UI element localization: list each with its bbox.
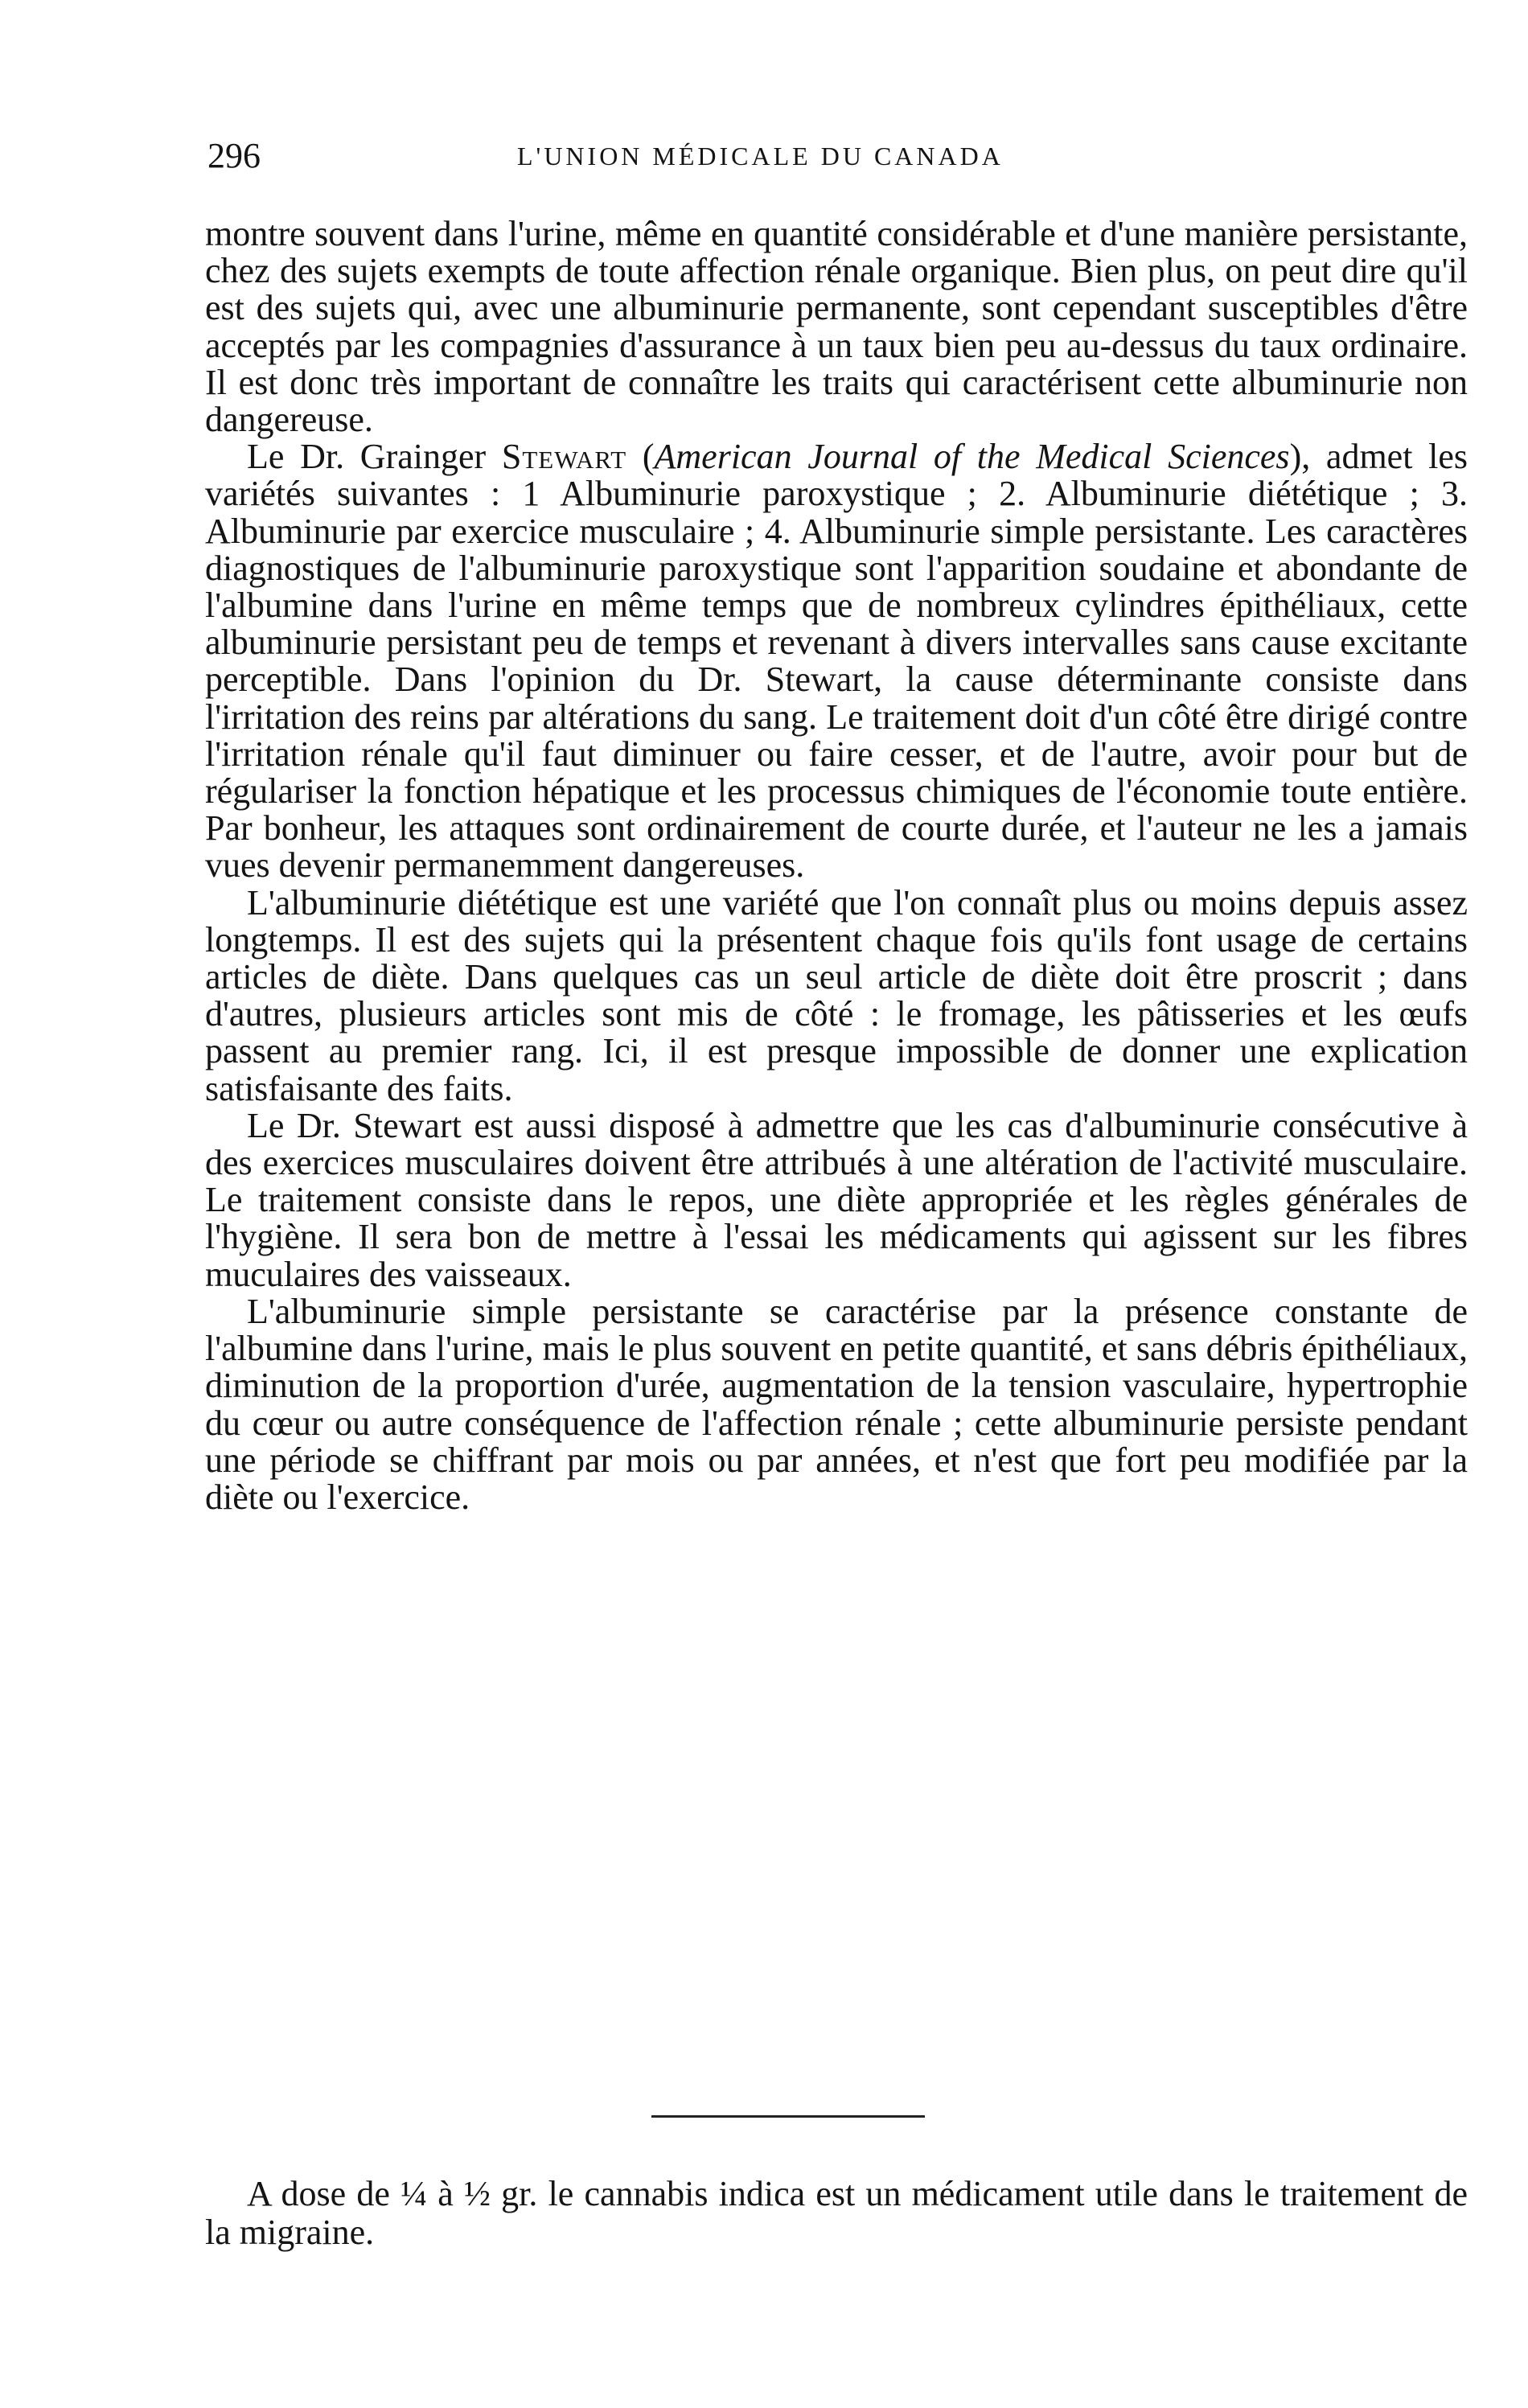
open-paren: ( xyxy=(626,437,655,477)
journal-title: L'UNION MÉDICALE DU CANADA xyxy=(517,142,1004,171)
footnote: A dose de ¼ à ½ gr. le cannabis indica est un médicament utile dans le traitement de la migraine. xyxy=(205,2174,1468,2252)
paragraph-intro: Le Dr. Grainger xyxy=(247,437,502,477)
paragraph-stewart-varieties xyxy=(205,438,1468,884)
page-number: 296 xyxy=(207,136,261,175)
paragraph-muscular: Le Dr. Stewart est aussi disposé à admettre que les cas d'albuminurie consécutive à des exercices musculaires doivent être attribués à une altération de l'activité musculaire. Le traitement consiste dans le repos, une diète appropriée et les règles générales de l'hygiène. Il sera bon de mettre à l'essai les médicaments qui agissent sur les fibres muculaires des vaisseaux. xyxy=(205,1105,1468,1294)
paragraph-persistent: L'albuminurie simple persistante se caractérise par la présence constante de l'albumine dans l'urine, mais le plus souvent en petite quantité, et sans débris épithéliaux, diminution de la proportion d'urée, augmentation de la tension vasculaire, hypertrophie du cœur ou autre conséquence de l'affection rénale ; cette albuminurie persiste pendant une période se chiffrant par mois ou par années, et n'est que fort peu modifiée par la diète ou l'exercice. xyxy=(205,1291,1468,1517)
paragraph-dietetic: L'albuminurie diététique est une variété que l'on connaît plus ou moins depuis assez longtemps. Il est des sujets qui la présentent chaque fois qu'ils font usage de certains articles de diète. Dans quelques cas un seul article de diète doit être proscrit ; dans d'autres, plusieurs articles sont mis de côté : le fromage, les pâtisseries et les œufs passent au premier rang. Ici, il est presque impossible de donner une explication satisfaisante des faits. xyxy=(205,882,1468,1108)
author-name: Stewart xyxy=(501,437,627,477)
paragraph-rest: ), admet les variétés suivantes : 1 Albuminurie paroxystique ; 2. Albuminurie diététique ; 3. Albuminurie par exercice musculaire ; 4. Albuminurie simple persistante. Les caractères diagnostiques de l'albuminurie paroxystique sont l'apparition soudaine et abondante de l'albumine dans l'urine en même temps que de nombreux cylindres épithéliaux, cette albuminurie persistant peu de temps et revenant à divers intervalles sans cause excitante perceptible. Dans l'opinion du Dr. Stewart, la cause déterminante consiste dans l'irritation des reins par altérations du sang. Le traitement doit d'un côté être dirigé contre l'irritation rénale qu'il faut diminuer ou faire cesser, et de l'autre, avoir pour but de régulariser la fonction hépatique et les processus chimiques de l'économie toute entière. Par bonheur, les attaques sont ordinairement de courte durée, et l'auteur ne les a jamais vues devenir permanemment dangereuses. xyxy=(205,437,1468,886)
journal-citation: American Journal of the Medical Sciences xyxy=(654,437,1290,477)
paragraph-continuation: montre souvent dans l'urine, même en quantité considérable et d'une manière persistante, chez des sujets exempts de toute affection rénale organique. Bien plus, on peut dire qu'il est des sujets qui, avec une albuminurie permanente, sont cependant susceptibles d'être acceptés par les compagnies d'assurance à un taux bien peu au-dessus du taux ordinaire. Il est donc très important de connaître les traits qui caractérisent cette albuminurie non dangereuse. xyxy=(205,214,1468,440)
article-body xyxy=(205,216,1468,1516)
running-head xyxy=(207,135,1317,183)
footnote-divider xyxy=(651,2115,925,2118)
